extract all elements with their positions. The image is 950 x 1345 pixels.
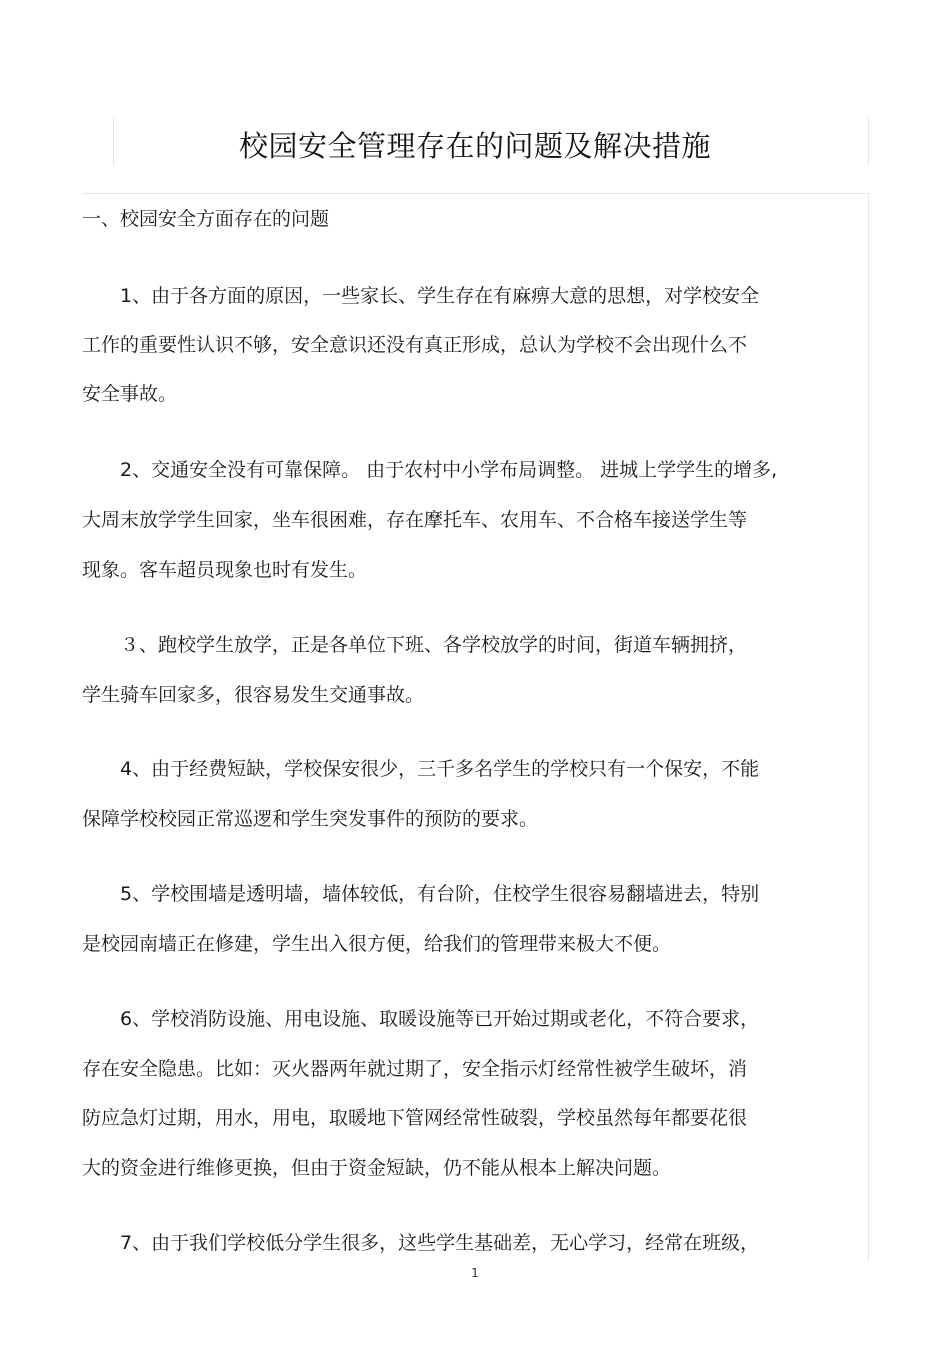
paragraph-5-line-1: 5、学校围墙是透明墙，墙体较低，有台阶，住校学生很容易翻墙进去，特别 (120, 883, 760, 905)
paragraph-4-line-2: 保障学校校园正常巡逻和学生突发事件的预防的要求。 (82, 808, 539, 830)
paragraph-6-line-1: 6、学校消防设施、用电设施、取暖设施等已开始过期或老化，不符合要求， (120, 1008, 760, 1030)
paragraph-2-line-1: 2、交通安全没有可靠保障。 由于农村中小学布局调整。 进城上学学生的增多, (120, 459, 778, 481)
section-heading: 一、校园安全方面存在的问题 (82, 208, 330, 230)
paragraph-2-line-2: 大周末放学学生回家，坐车很困难，存在摩托车、农用车、不合格车接送学生等 (82, 509, 748, 531)
frame-line-body-top (82, 193, 869, 194)
paragraph-7-line-1: 7、由于我们学校低分学生很多，这些学生基础差，无心学习，经常在班级， (120, 1232, 760, 1254)
paragraph-6-line-4: 大的资金进行维修更换，但由于资金短缺，仍不能从根本上解决问题。 (82, 1157, 672, 1179)
paragraph-6-line-3: 防应急灯过期，用水，用电，取暖地下管网经常性破裂，学校虽然每年都要花很 (82, 1107, 748, 1129)
document-title: 校园安全管理存在的问题及解决措施 (238, 129, 711, 163)
paragraph-2-line-3: 现象。客车超员现象也时有发生。 (82, 559, 368, 581)
frame-line-body-right (868, 193, 869, 1261)
paragraph-1-line-2: 工作的重要性认识不够，安全意识还没有真正形成，总认为学校不会出现什么不 (82, 334, 748, 356)
paragraph-4-line-1: 4、由于经费短缺，学校保安很少，三千多名学生的学校只有一个保安，不能 (120, 758, 760, 780)
paragraph-5-line-2: 是校园南墙正在修建，学生出入很方便，给我们的管理带来极大不便。 (82, 933, 672, 955)
page-number: 1 (471, 1266, 479, 1280)
paragraph-1-line-1: 1、由于各方面的原因，一些家长、学生存在有麻痹大意的思想，对学校安全 (120, 285, 760, 307)
paragraph-6-line-2: 存在安全隐患。比如：灭火器两年就过期了，安全指示灯经常性被学生破坏，消 (82, 1058, 748, 1080)
paragraph-3-line-1: ３、跑校学生放学，正是各单位下班、各学校放学的时间，街道车辆拥挤， (120, 634, 748, 656)
paragraph-1-line-3: 安全事故。 (82, 383, 178, 405)
paragraph-3-line-2: 学生骑车回家多，很容易发生交通事故。 (82, 684, 425, 706)
